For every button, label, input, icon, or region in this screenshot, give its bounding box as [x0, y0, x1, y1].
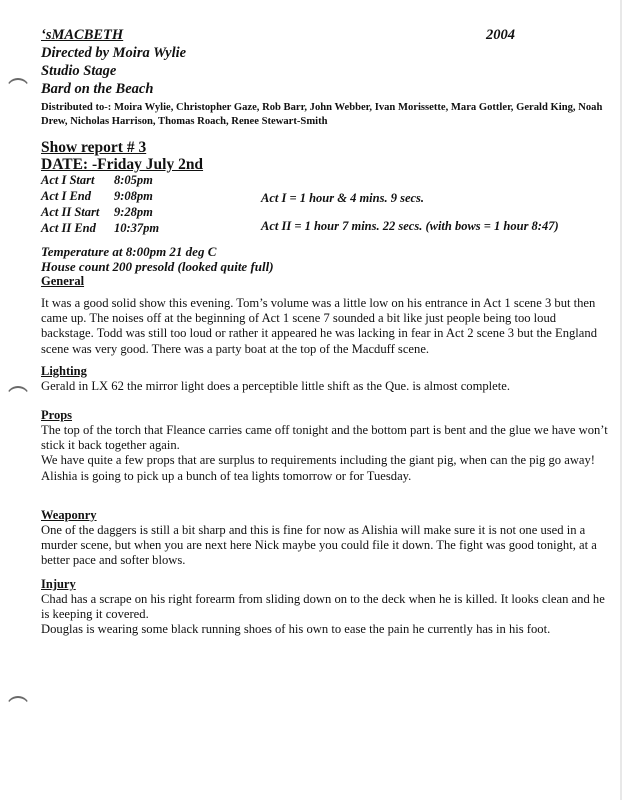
section-heading-general: General	[41, 274, 85, 288]
time-label: Act II End	[41, 221, 96, 235]
section-body-lighting	[41, 379, 611, 394]
section-body-injury	[41, 592, 611, 638]
time-label: Act I Start	[41, 173, 95, 187]
act2-duration: Act II = 1 hour 7 mins. 22 secs. (with bows = 1 hour 8:47)	[261, 219, 559, 233]
section-heading-props: Props	[41, 408, 73, 422]
time-label: Act II Start	[41, 205, 100, 219]
report-date: DATE: -Friday July 2nd	[41, 156, 204, 173]
company: Bard on the Beach	[41, 81, 154, 97]
distribution-list: Distributed to-: Moira Wylie, Christopher Gaze, Rob Barr, John Webber, Ivan Morissette, Mara Gottler, Gerald King, Noah Drew, Nicholas Harrison, Thomas Roach, Renee Stewart-Smith	[41, 102, 603, 127]
paragraph: The top of the torch that Fleance carries came off tonight and the bottom part is bent and the glue we have won’t stick it back together again.	[41, 423, 608, 453]
show-report-number: Show report # 3	[41, 139, 147, 156]
paragraph: Douglas is wearing some black running shoes of his own to ease the pain he currently has in his foot.	[41, 622, 551, 637]
section-body-weaponry	[41, 523, 611, 569]
time-value: 9:08pm	[114, 189, 153, 203]
hole-punch-mark	[6, 696, 30, 720]
section-heading-injury: Injury	[41, 577, 76, 591]
paragraph: Alishia is going to pick up a bunch of tea lights tomorrow or for Tuesday.	[41, 468, 412, 483]
section-body-general	[41, 296, 611, 357]
director: Directed by Moira Wylie	[41, 45, 187, 61]
time-value: 10:37pm	[114, 221, 160, 235]
temperature: Temperature at 8:00pm 21 deg C	[41, 244, 217, 259]
time-label: Act I End	[41, 189, 92, 203]
stage: Studio Stage	[41, 63, 117, 79]
time-value: 8:05pm	[114, 173, 153, 187]
paragraph: Chad has a scrape on his right forearm from sliding down on to the deck when he is killed. It looks clean and he is keeping it covered.	[41, 592, 605, 622]
paragraph: We have quite a few props that are surplus to requirements including the giant pig, when can the pig go away!	[41, 453, 595, 468]
hole-punch-mark	[6, 78, 30, 102]
hole-punch-mark	[6, 386, 30, 410]
section-body-props	[41, 423, 611, 484]
time-value: 9:28pm	[114, 205, 153, 219]
paragraph: Gerald in LX 62 the mirror light does a perceptible little shift as the Que. is almost complete.	[41, 379, 510, 393]
paragraph: It was a good solid show this evening. Tom’s volume was a little low on his entrance in Act 1 scene 3 but then came up. The noises off at the beginning of Act 1 scene 7 sounded a bit like just people being too loud backstage. Todd was still too loud or rather it appeared he was lacking in fear in Act 2 scene 3 but the England scene was very good. There was a party boat at the top of the Macduff scene.	[41, 296, 597, 356]
section-heading-weaponry: Weaponry	[41, 508, 97, 522]
house-count: House count 200 presold (looked quite full)	[41, 259, 274, 274]
act1-duration: Act I = 1 hour & 4 mins. 9 secs.	[261, 191, 425, 205]
production-title: ‘sMACBETH	[41, 27, 124, 43]
section-heading-lighting: Lighting	[41, 364, 87, 378]
paragraph: One of the daggers is still a bit sharp and this is fine for now as Alishia will make sure it is not one used in a murder scene, but when you are next here Nick maybe you could file it down. The fight was good tonight, at a better pace and softer blows.	[41, 523, 597, 568]
year: 2004	[486, 27, 515, 43]
